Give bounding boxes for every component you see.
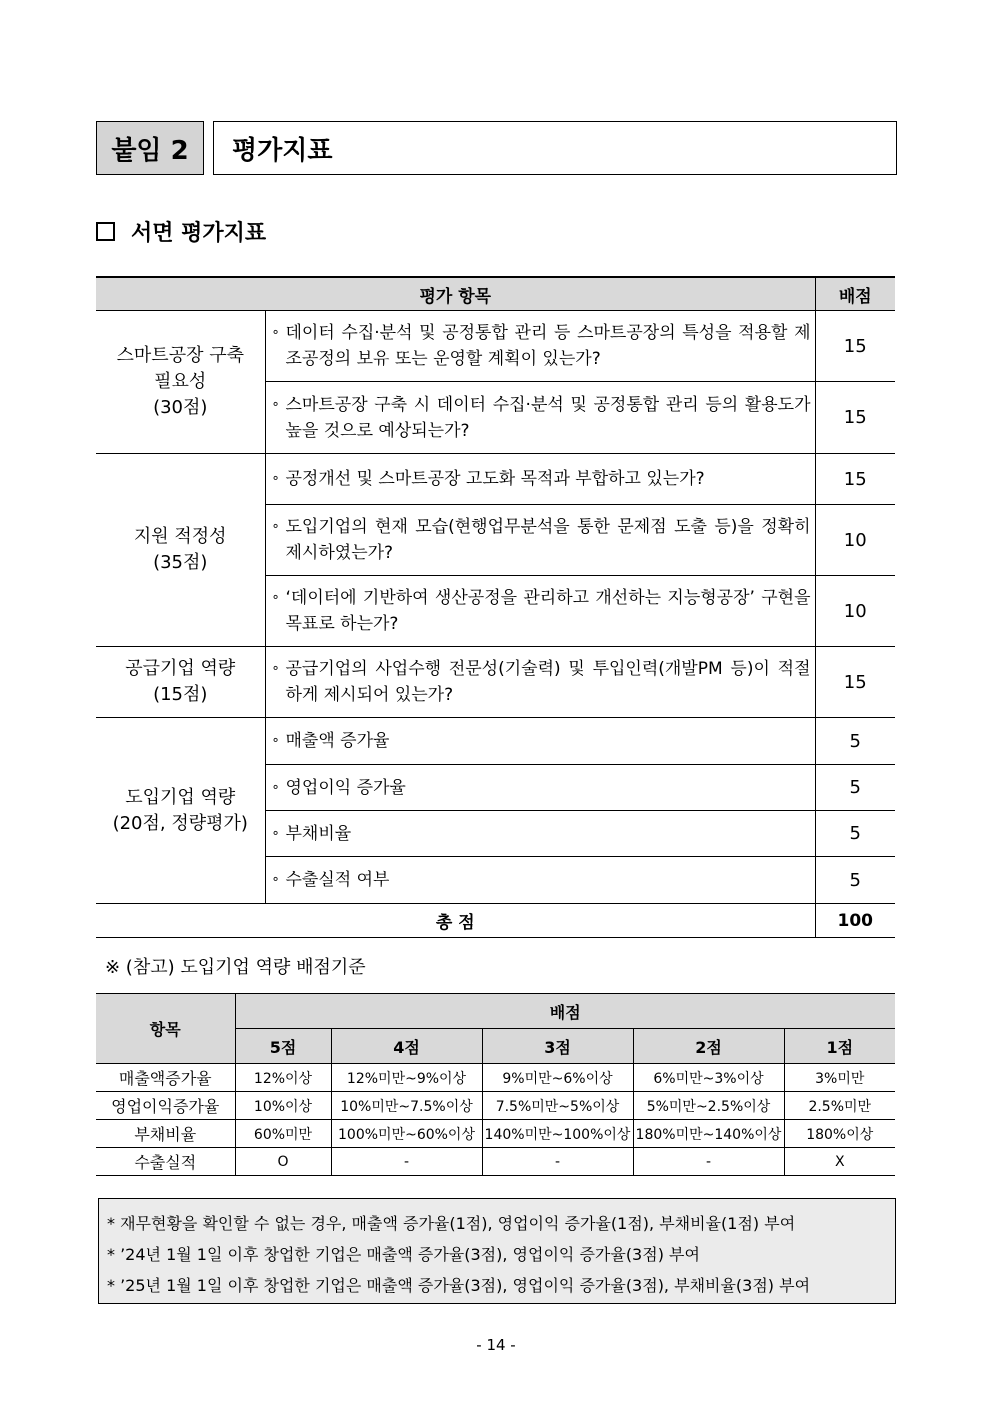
criterion-cell [265, 382, 815, 454]
category-cell [96, 311, 265, 454]
category-line: 필요성 [154, 371, 207, 392]
header-evaluation-item: 평가 항목 [96, 277, 815, 311]
ref-cell: 140%미만~100%이상 [482, 1120, 633, 1148]
ref-cell: 10%미만~7.5%이상 [331, 1092, 482, 1120]
category-cell [96, 647, 265, 718]
ref-cell: 6%미만~3%이상 [633, 1064, 784, 1092]
ref-cell: X [784, 1148, 895, 1176]
ref-cell: 10%이상 [235, 1092, 331, 1120]
score-cell: 5 [815, 718, 895, 765]
criterion-text: 스마트공장 구축 시 데이터 수집·분석 및 공정통합 관리 등의 활용도가 높을 것으로 예상되는가? [285, 394, 811, 441]
category-line: 지원 적정성 [133, 526, 227, 547]
score-cell: 15 [815, 382, 895, 454]
score-cell: 15 [815, 454, 895, 505]
ref-cell: - [633, 1148, 784, 1176]
score-cell: 5 [815, 857, 895, 904]
total-label: 총 점 [96, 904, 815, 938]
section-title-text: 서면 평가지표 [131, 219, 267, 246]
bullet-icon: ∘ [271, 825, 280, 841]
ref-row-item: 영업이익증가율 [96, 1092, 235, 1120]
ref-level-header: 1점 [784, 1029, 895, 1064]
category-cell [96, 718, 265, 904]
category-line: (15점) [153, 684, 208, 705]
ref-level-header: 5점 [235, 1029, 331, 1064]
score-cell: 15 [815, 647, 895, 718]
criterion-cell [265, 718, 815, 765]
criterion-cell [265, 647, 815, 718]
score-cell: 10 [815, 505, 895, 576]
ref-row-item: 매출액증가율 [96, 1064, 235, 1092]
category-line: (30점) [153, 397, 208, 418]
criterion-text: 공급기업의 사업수행 전문성(기술력) 및 투입인력(개발PM 등)이 적절하게 제시되어 있는가? [285, 659, 811, 705]
criterion-cell [265, 811, 815, 857]
ref-header-item: 항목 [96, 994, 235, 1064]
criterion-text: 도입기업의 현재 모습(현행업무분석을 통한 문제점 도출 등)을 정확히 제시하였는가? [285, 517, 811, 563]
total-score: 100 [815, 904, 895, 938]
table-row [96, 1064, 895, 1092]
category-line: (20점, 정량평가) [112, 812, 248, 834]
criterion-text: 매출액 증가율 [285, 731, 390, 751]
score-cell: 5 [815, 811, 895, 857]
category-line: (35점) [153, 552, 208, 573]
reference-score-table [96, 993, 895, 1176]
criterion-text: 부채비율 [285, 823, 352, 844]
ref-row-item: 부채비율 [96, 1120, 235, 1148]
ref-level-header: 3점 [482, 1029, 633, 1064]
ref-cell: 12%이상 [235, 1064, 331, 1092]
page-number: - 14 - [476, 1336, 516, 1354]
category-line: 스마트공장 구축 [116, 345, 244, 366]
criterion-cell [265, 576, 815, 647]
note-line: * ’24년 1월 1일 이후 창업한 기업은 매출액 증가율(3점), 영업이익 증가율(3점) 부여 [107, 1245, 700, 1264]
bullet-icon: ∘ [271, 872, 280, 887]
category-line: 도입기업 역량 [125, 786, 236, 808]
criterion-cell [265, 311, 815, 382]
ref-cell: 100%미만~60%이상 [331, 1120, 482, 1148]
bullet-icon: ∘ [271, 471, 280, 486]
header-score: 배점 [815, 277, 895, 311]
ref-cell: 9%미만~6%이상 [482, 1064, 633, 1092]
ref-header-score: 배점 [235, 994, 895, 1029]
ref-level-header: 4점 [331, 1029, 482, 1064]
criterion-text: 영업이익 증가율 [285, 777, 406, 798]
ref-cell: 5%미만~2.5%이상 [633, 1092, 784, 1120]
ref-cell: 60%미만 [235, 1120, 331, 1148]
bullet-icon: ∘ [271, 779, 280, 795]
bullet-icon: ∘ [271, 590, 280, 605]
score-cell: 15 [815, 311, 895, 382]
ref-cell: 12%미만~9%이상 [331, 1064, 482, 1092]
ref-cell: 2.5%미만 [784, 1092, 895, 1120]
notes-box [98, 1198, 896, 1304]
ref-cell: 180%이상 [784, 1120, 895, 1148]
ref-cell: - [331, 1148, 482, 1176]
bullet-icon: ∘ [271, 733, 280, 748]
criterion-cell [265, 857, 815, 904]
ref-row-item: 수출실적 [96, 1148, 235, 1176]
ref-cell: O [235, 1148, 331, 1176]
criterion-text: 데이터 수집·분석 및 공정통합 관리 등 스마트공장의 특성을 적용할 제조공정의 보유 또는 운영할 계획이 있는가? [285, 323, 811, 369]
criterion-cell [265, 765, 815, 811]
bullet-icon: ∘ [271, 661, 280, 676]
criterion-text: ‘데이터에 기반하여 생산공정을 관리하고 개선하는 지능형공장’ 구현을 목표로 하는가? [285, 588, 811, 634]
checkbox-square-icon [96, 222, 115, 241]
ref-level-header: 2점 [633, 1029, 784, 1064]
table-row [96, 1120, 895, 1148]
ref-cell: 3%미만 [784, 1064, 895, 1092]
note-line: * ’25년 1월 1일 이후 창업한 기업은 매출액 증가율(3점), 영업이익 증가율(3점), 부채비율(3점) 부여 [107, 1276, 811, 1295]
evaluation-table [96, 276, 895, 938]
attachment-badge: 붙임 2 [96, 121, 204, 175]
table-row [96, 1148, 895, 1176]
page-title: 평가지표 [213, 121, 897, 175]
ref-cell: - [482, 1148, 633, 1176]
score-cell: 5 [815, 765, 895, 811]
score-cell: 10 [815, 576, 895, 647]
section-heading [96, 216, 266, 246]
criterion-text: 수출실적 여부 [285, 870, 390, 890]
reference-heading: ※ (참고) 도입기업 역량 배점기준 [105, 957, 366, 978]
ref-cell: 7.5%미만~5%이상 [482, 1092, 633, 1120]
bullet-icon: ∘ [271, 325, 280, 340]
category-cell [96, 454, 265, 647]
bullet-icon: ∘ [271, 396, 280, 412]
criterion-cell [265, 454, 815, 505]
category-line: 공급기업 역량 [125, 658, 236, 679]
criterion-cell [265, 505, 815, 576]
table-row [96, 1092, 895, 1120]
ref-cell: 180%미만~140%이상 [633, 1120, 784, 1148]
bullet-icon: ∘ [271, 519, 280, 534]
note-line: * 재무현황을 확인할 수 없는 경우, 매출액 증가율(1점), 영업이익 증가율(1점), 부채비율(1점) 부여 [107, 1214, 796, 1233]
criterion-text: 공정개선 및 스마트공장 고도화 목적과 부합하고 있는가? [285, 469, 705, 489]
